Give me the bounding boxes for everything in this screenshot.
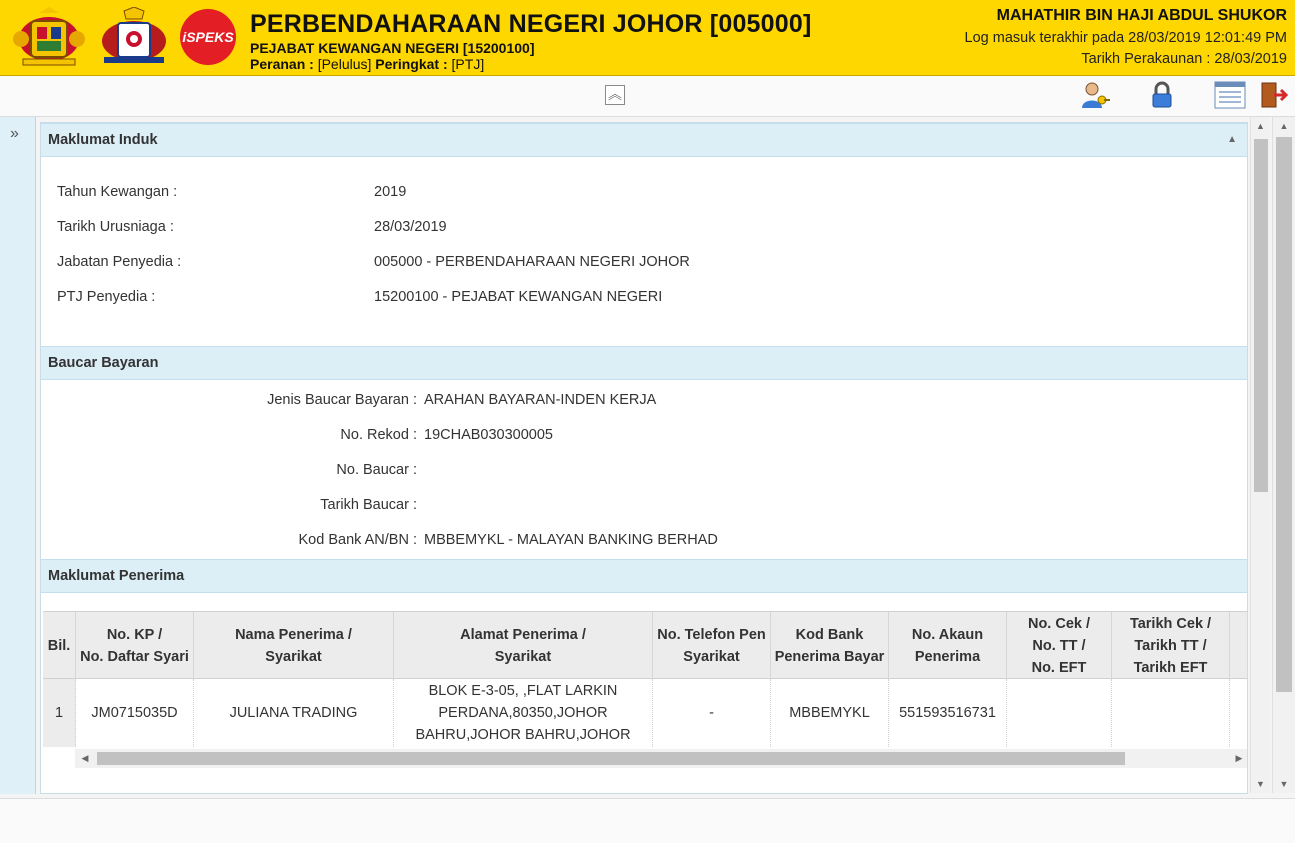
cell-bil: 1 xyxy=(43,679,76,747)
tarikh-urusniaga-label: Tarikh Urusniaga : xyxy=(57,219,174,235)
no-rekod-label: No. Rekod : xyxy=(340,427,417,443)
jabatan-penyedia-value: 005000 - PERBENDAHARAAN NEGERI JOHOR xyxy=(374,254,690,270)
col-nama-penerima[interactable] xyxy=(194,612,394,680)
content-vertical-scrollbar[interactable] xyxy=(1250,117,1270,793)
col-kod-bank-line1: Kod Bank xyxy=(795,627,864,643)
col-no-kp[interactable] xyxy=(76,612,194,680)
collapse-section-icon[interactable]: ▲ xyxy=(1227,134,1237,145)
johor-state-crest-logo xyxy=(94,7,174,67)
app-header xyxy=(0,0,1295,76)
role-value: [Pelulus] xyxy=(317,56,372,72)
col-nama-line2: Syarikat xyxy=(265,649,322,665)
toolbar xyxy=(0,76,1295,117)
tahun-kewangan-label: Tahun Kewangan : xyxy=(57,184,178,200)
col-no-cek-line1: No. Cek / xyxy=(1027,616,1091,632)
maklumat-penerima-title: Maklumat Penerima xyxy=(48,568,185,584)
table-header xyxy=(43,611,1247,679)
col-alamat-penerima[interactable] xyxy=(394,612,653,680)
jabatan-penyedia-label: Jabatan Penyedia : xyxy=(57,254,182,270)
col-no-cek-line3: No. EFT xyxy=(1031,660,1087,676)
level-label: Peringkat : xyxy=(375,56,448,72)
cell-no-kp: JM0715035D xyxy=(76,679,194,747)
user-name: MAHATHIR BIN HAJI ABDUL SHUKOR xyxy=(996,7,1287,24)
baucar-bayaran-title: Baucar Bayaran xyxy=(48,355,159,371)
collapse-header-button[interactable]: ︽ xyxy=(605,85,625,105)
no-rekod-value: 19CHAB030300005 xyxy=(424,427,553,443)
scroll-down-arrow-icon[interactable]: ▼ xyxy=(1256,779,1265,789)
col-alamat-line1: Alamat Penerima / xyxy=(460,627,586,643)
tahun-kewangan-value: 2019 xyxy=(374,184,407,200)
logout-icon[interactable] xyxy=(1258,80,1290,110)
col-no-akaun[interactable] xyxy=(889,612,1007,680)
footer-panel xyxy=(0,798,1295,843)
horizontal-scroll-thumb[interactable] xyxy=(97,752,1125,765)
page-vertical-scrollbar[interactable] xyxy=(1272,117,1295,793)
col-bil xyxy=(43,612,76,680)
col-no-cek-line2: No. TT / xyxy=(1032,638,1086,654)
col-no-akaun-line2: Penerima xyxy=(914,649,981,665)
col-nama-line1: Nama Penerima / xyxy=(235,627,352,643)
col-tarikh-cek-line1: Tarikh Cek / xyxy=(1129,616,1212,632)
col-tarikh-cek-line2: Tarikh TT / xyxy=(1134,638,1207,654)
scroll-up-arrow-icon[interactable]: ▲ xyxy=(1256,121,1265,131)
cell-alamat-penerima xyxy=(394,679,653,747)
page-title: PERBENDAHARAAN NEGERI JOHOR [005000] xyxy=(250,10,812,38)
list-icon[interactable] xyxy=(1214,80,1246,110)
maklumat-induk-title: Maklumat Induk xyxy=(48,132,158,148)
cell-kod-bank: MBBEMYKL xyxy=(771,679,889,747)
cell-alamat-line1: BLOK E-3-05, ,FLAT LARKIN xyxy=(428,683,618,699)
scroll-left-arrow-icon[interactable]: ◀ xyxy=(81,753,89,763)
page-scroll-down-arrow-icon[interactable]: ▼ xyxy=(1279,779,1289,789)
col-telefon-line2: Syarikat xyxy=(683,649,740,665)
col-no-kp-line2: No. Daftar Syari xyxy=(80,649,189,665)
page-scroll-up-arrow-icon[interactable]: ▲ xyxy=(1279,121,1289,131)
col-no-telefon[interactable] xyxy=(653,612,771,680)
kod-bank-value: MBBEMYKL - MALAYAN BANKING BERHAD xyxy=(424,532,718,548)
role-line xyxy=(250,56,484,72)
maklumat-induk-header[interactable] xyxy=(41,123,1248,157)
cell-no-telefon: - xyxy=(653,679,771,747)
jenis-baucar-value: ARAHAN BAYARAN-INDEN KERJA xyxy=(424,392,657,408)
account-date-text: Tarikh Perakaunan : 28/03/2019 xyxy=(1081,51,1287,67)
cell-alamat-line2: PERDANA,80350,JOHOR xyxy=(438,705,608,721)
no-baucar-label: No. Baucar : xyxy=(336,462,417,478)
role-label: Peranan : xyxy=(250,56,314,72)
cell-no-cek xyxy=(1007,679,1112,747)
table-horizontal-scrollbar[interactable] xyxy=(75,749,1247,768)
col-no-cek[interactable] xyxy=(1007,612,1112,680)
expand-menu-button[interactable]: » xyxy=(10,125,19,142)
kod-bank-label: Kod Bank AN/BN : xyxy=(298,532,417,548)
ispeks-logo xyxy=(176,8,240,66)
office-subtitle: PEJABAT KEWANGAN NEGERI [15200100] xyxy=(250,40,535,56)
col-kod-bank-line2: Penerima Bayar xyxy=(774,649,885,665)
level-value: [PTJ] xyxy=(451,56,485,72)
cell-alamat-line3: BAHRU,JOHOR BAHRU,JOHOR xyxy=(415,727,631,743)
col-kod-bank[interactable] xyxy=(771,612,889,680)
lock-icon[interactable] xyxy=(1146,80,1178,110)
ptj-penyedia-label: PTJ Penyedia : xyxy=(57,289,156,305)
col-tarikh-cek-line3: Tarikh EFT xyxy=(1133,660,1208,676)
baucar-bayaran-header xyxy=(41,346,1248,380)
user-profile-icon[interactable] xyxy=(1078,80,1110,110)
col-bil-text: Bil. xyxy=(47,638,71,654)
col-tarikh-cek[interactable] xyxy=(1112,612,1230,680)
col-alamat-line2: Syarikat xyxy=(494,649,552,665)
left-side-rail xyxy=(0,117,36,794)
col-overflow xyxy=(1230,612,1247,680)
last-login-text: Log masuk terakhir pada 28/03/2019 12:01:49 PM xyxy=(964,30,1287,46)
table-row[interactable] xyxy=(43,679,1247,747)
vertical-scroll-thumb[interactable] xyxy=(1254,139,1268,492)
cell-no-akaun: 551593516731 xyxy=(889,679,1007,747)
jenis-baucar-label: Jenis Baucar Bayaran : xyxy=(267,392,417,408)
scroll-right-arrow-icon[interactable]: ▶ xyxy=(1235,753,1243,763)
col-no-akaun-line1: No. Akaun xyxy=(911,627,984,643)
penerima-table xyxy=(43,611,1247,747)
tarikh-baucar-label: Tarikh Baucar : xyxy=(320,497,417,513)
maklumat-penerima-header xyxy=(41,559,1248,593)
main-content xyxy=(40,122,1248,794)
cell-tarikh-cek xyxy=(1112,679,1230,747)
tarikh-urusniaga-value: 28/03/2019 xyxy=(374,219,447,235)
col-telefon-line1: No. Telefon Pen xyxy=(657,627,766,643)
ispeks-logo-text: iSPEKS xyxy=(182,29,234,45)
cell-nama-penerima: JULIANA TRADING xyxy=(194,679,394,747)
col-no-kp-line1: No. KP / xyxy=(106,627,163,643)
ptj-penyedia-value: 15200100 - PEJABAT KEWANGAN NEGERI xyxy=(374,289,663,305)
malaysia-coat-of-arms-logo xyxy=(9,7,89,67)
page-scroll-thumb[interactable] xyxy=(1276,137,1292,692)
